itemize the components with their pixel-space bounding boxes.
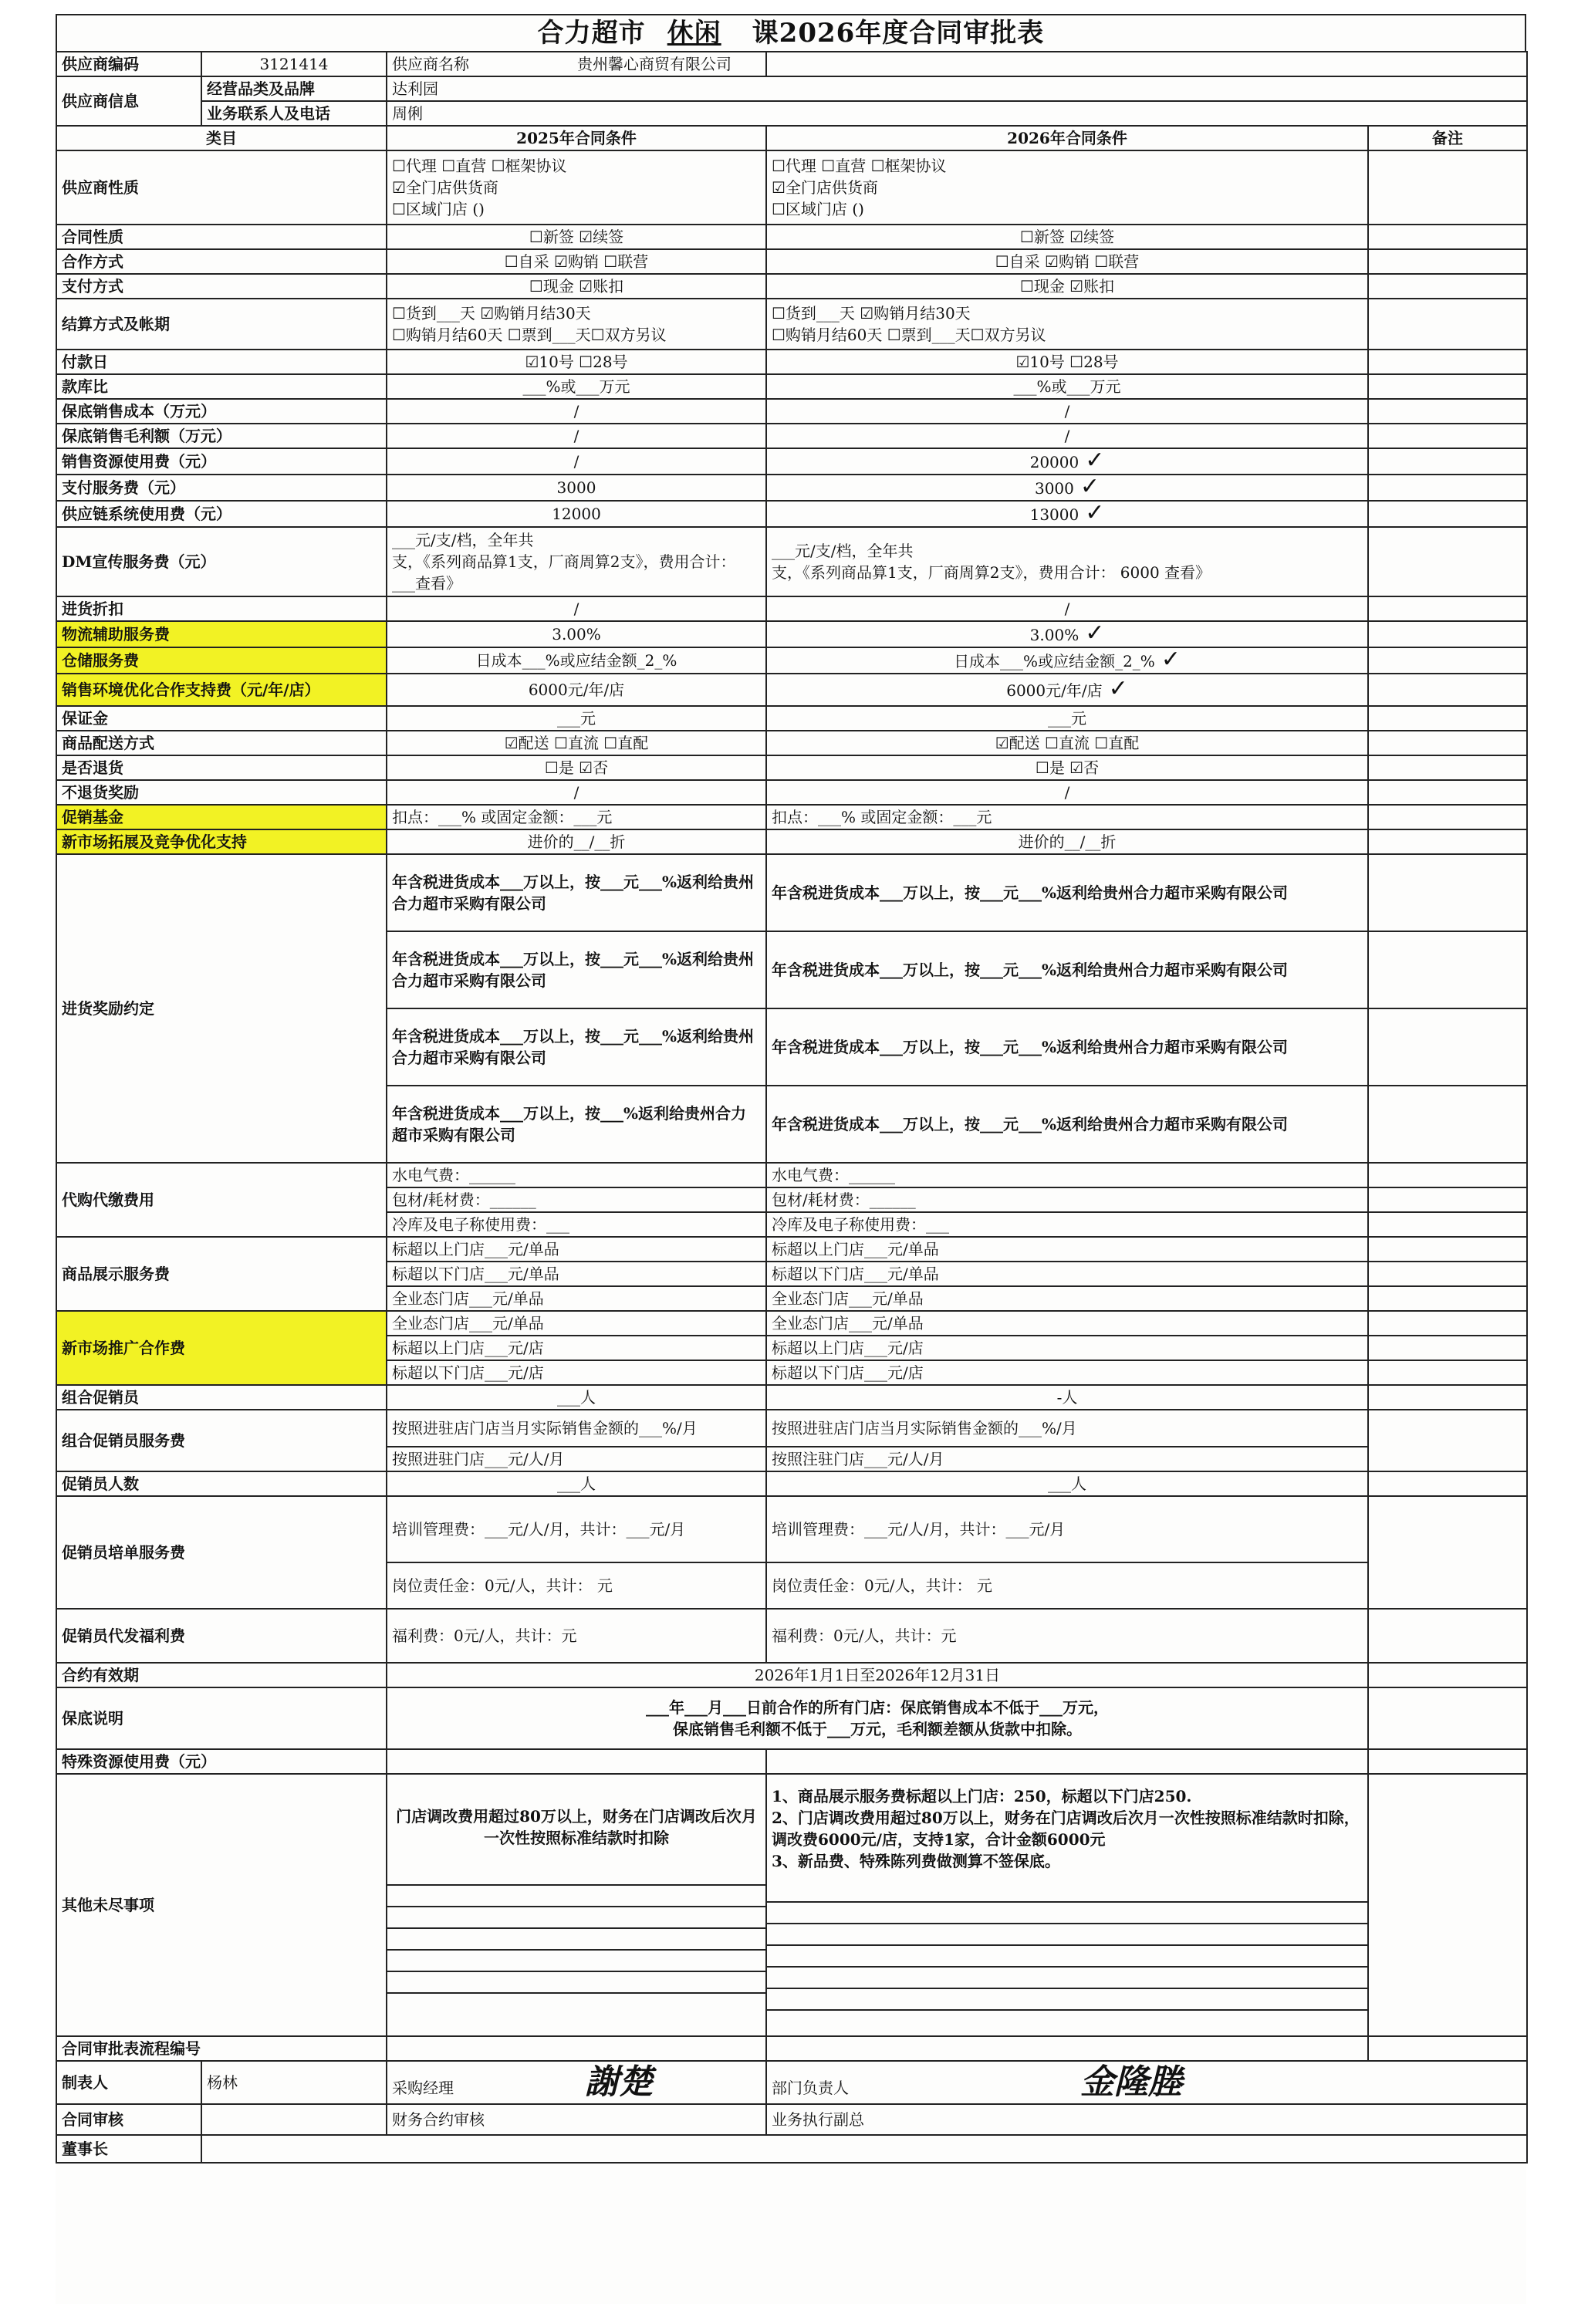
other-2026-line: 3、新品费、特殊陈列费做测算不签保底。 [772,1852,1060,1870]
row-label: 新市场拓展及竞争优化支持 [56,829,387,854]
chair-value [201,2135,1527,2163]
line: / [1064,427,1070,445]
row-label: 支付方式 [56,274,387,299]
agency-fee-2025: 冷库及电子称使用费：___ [387,1212,766,1237]
value-2025: 福利费：0元/人，共计：元 [387,1609,766,1663]
other-2026 [766,1774,1368,2036]
row-label: 促销基金 [56,805,387,829]
value-2026 [766,274,1368,299]
row-label: 保证金 [56,706,387,731]
agency-fee-2025: 包材/耗材费：______ [387,1187,766,1212]
value-2026 [766,249,1368,274]
supplier-name: 贵州馨心商贸有限公司 [577,55,731,73]
guarantee-label: 保底说明 [56,1687,387,1749]
line: ☑配送 ☐直流 ☐直配 [995,734,1140,752]
value-2026 [766,596,1368,621]
notes-cell [1368,1385,1527,1410]
blank-line [767,1903,1367,1924]
notes-cell [1368,596,1527,621]
line: / [573,402,579,421]
header-2025: 2025年合同条件 [387,126,766,150]
value-2025 [387,647,766,674]
line: / [1064,600,1070,618]
value-2025 [387,225,766,249]
value-2026 [766,780,1368,805]
rebate-2025: 年含税进货成本___万以上，按___元___%返利给贵州合力超市采购有限公司 [387,1008,766,1086]
validity-value: 2026年1月1日至2026年12月31日 [387,1663,1368,1687]
rebate-label: 进货奖励约定 [56,854,387,1163]
notes-cell [1368,1262,1527,1286]
line: ___元 [557,709,596,728]
line: ☐现金 ☑账扣 [529,277,624,296]
rebate-2025: 年含税进货成本___万以上，按___元___%返利给贵州合力超市采购有限公司 [387,931,766,1008]
notes-cell [1368,854,1527,931]
line: / [573,600,579,618]
rebate-2026: 年含税进货成本___万以上，按___元___%返利给贵州合力超市采购有限公司 [766,931,1368,1008]
notes-cell [1368,150,1527,225]
line: ☑配送 ☐直流 ☐直配 [504,734,649,752]
line: ☐区域门店 () [392,200,485,218]
value-2025 [387,424,766,448]
notes-cell [1368,448,1527,475]
notes-cell [1368,1212,1527,1237]
check-mark-icon: ✓ [1085,501,1105,526]
special-2026 [766,1749,1368,1774]
row-label: 款库比 [56,374,387,399]
approval-form [56,14,1526,2304]
row-label: 支付服务费（元） [56,475,387,501]
notes-cell [1368,621,1527,647]
notes-cell [1368,475,1527,501]
line: ☑10号 ☐28号 [525,353,628,371]
validity-label: 合约有效期 [56,1663,387,1687]
display-fee-2025: 标超以下门店___元/单品 [387,1262,766,1286]
value-2026 [766,829,1368,854]
training-2025b: 岗位责任金：0元/人，共计： 元 [387,1562,766,1609]
special-2025 [387,1749,766,1774]
row-label: 物流辅助服务费 [56,621,387,647]
line: / [1064,783,1070,802]
value-2025 [387,475,766,501]
value-2026 [766,706,1368,731]
blank-line [387,1907,765,1929]
guarantee-value [387,1687,1368,1749]
line: ☐货到___天 ☑购销月结30天 [392,304,591,323]
notes-cell [1368,249,1527,274]
line: ___元/支/档，全年共 [772,542,914,560]
line: 日成本___%或应结金额_2_% [475,651,677,670]
line: ☐购销月结60天 ☐票到___天☐双方另议 [392,326,667,344]
line: / [573,452,579,471]
line: 进价的__/__折 [1018,833,1117,851]
blank-line [767,1968,1367,1989]
guarantee-line-1: ___年___月___日前合作的所有门店：保底销售成本不低于___万元， [646,1698,1109,1717]
row-label: 结算方式及帐期 [56,299,387,350]
line: ☐是 ☑否 [1035,758,1100,777]
supplier-name-blank [766,52,1527,76]
promo-market-fee-2025: 全业态门店___元/单品 [387,1311,766,1336]
blank-line [767,1924,1367,1946]
line: 支，《系列商品算1支，厂商周算2支》，费用合计： 6000 查看》 [772,563,1211,582]
display-fee-2026: 标超以下门店___元/单品 [766,1262,1368,1286]
supplier-code: 3121414 [201,52,387,76]
notes-cell [1368,1749,1527,1774]
display-fee-2026: 标超以上门店___元/单品 [766,1237,1368,1262]
line: ☐代理 ☐直营 ☐框架协议 [392,157,567,175]
notes-cell [1368,731,1527,755]
notes-cell [1368,350,1527,374]
value-2026 [766,527,1368,596]
combo-fee-label: 组合促销员服务费 [56,1410,387,1471]
dept-signature: 金隆塍 [1080,2062,1182,2102]
blank-line [387,1886,765,1907]
notes-cell [1368,1237,1527,1262]
promo-market-fee-2026: 标超以上门店___元/店 [766,1336,1368,1360]
value-2026: ___人 [766,1471,1368,1496]
blank-line [767,1881,1367,1903]
value-2025: ___人 [387,1471,766,1496]
line: ☐新签 ☑续签 [1019,228,1115,246]
blank-line [767,1946,1367,1968]
row-label: 合作方式 [56,249,387,274]
category-label: 经营品类及品牌 [201,76,387,101]
line: ☐是 ☑否 [544,758,609,777]
value-2026 [766,621,1368,647]
notes-cell [1368,1336,1527,1360]
check-mark-icon: ✓ [1080,475,1100,500]
title-suffix: 课2026年度合同审批表 [752,18,1045,49]
row-label: 销售资源使用费（元） [56,448,387,475]
review-label: 合同审核 [56,2104,201,2135]
value-2025 [387,621,766,647]
line: ☐自采 ☑购销 ☐联营 [504,252,649,271]
notes-cell [1368,780,1527,805]
blank-line [387,1972,765,1994]
line: ___%或___万元 [1013,377,1121,396]
line: 13000 ✓ [1029,501,1105,526]
line: ___%或___万元 [522,377,630,396]
other-label: 其他未尽事项 [56,1774,387,2036]
promo-market-fee-2026: 全业态门店___元/单品 [766,1311,1368,1336]
notes-cell [1368,1663,1527,1687]
value-2026 [766,805,1368,829]
display-fee-label: 商品展示服务费 [56,1237,387,1311]
combo-fee-2025b: 按照进驻门店___元/人/月 [387,1447,766,1471]
row-label: 商品配送方式 [56,731,387,755]
special-label: 特殊资源使用费（元） [56,1749,387,1774]
rebate-2025: 年含税进货成本___万以上，按___元___%返利给贵州合力超市采购有限公司 [387,854,766,931]
rebate-2026: 年含税进货成本___万以上，按___元___%返利给贵州合力超市采购有限公司 [766,854,1368,931]
flow-value [387,2036,766,2061]
value-2025 [387,674,766,706]
value-2025 [387,399,766,424]
notes-cell [1368,501,1527,527]
supplier-name-label [387,52,766,76]
combo-fee-2026b: 按照注驻门店___元/人/月 [766,1447,1368,1471]
notes-cell [1368,1008,1527,1086]
notes-cell [1368,805,1527,829]
title-dept: 休闲 [667,18,721,49]
value-2025 [387,350,766,374]
header-category: 类目 [56,126,387,150]
display-fee-2025: 全业态门店___元/单品 [387,1286,766,1311]
training-2026a: 培训管理费：___元/人/月，共计：___元/月 [766,1496,1368,1562]
buyer-cell [387,2061,766,2104]
notes-cell [1368,274,1527,299]
line: 12000 [552,505,601,523]
rebate-2026: 年含税进货成本___万以上，按___元___%返利给贵州合力超市采购有限公司 [766,1086,1368,1163]
agency-fee-2026: 水电气费：______ [766,1163,1368,1187]
value-2025 [387,596,766,621]
rebate-2025: 年含税进货成本___万以上，按___%返利给贵州合力超市采购有限公司 [387,1086,766,1163]
notes-cell [1368,931,1527,1008]
line: ___元/支/档，全年共 [392,531,534,549]
notes-cell [1368,424,1527,448]
row-label: DM宣传服务费（元） [56,527,387,596]
row-label: 促销员代发福利费 [56,1609,387,1663]
supplier-info-label: 供应商信息 [56,76,201,126]
line: ☑全门店供货商 [772,178,878,197]
line: ☐现金 ☑账扣 [1019,277,1115,296]
training-2025a: 培训管理费：___元/人/月，共计：___元/月 [387,1496,766,1562]
category-value: 达利园 [387,76,1527,101]
notes-cell [1368,755,1527,780]
maker-value: 杨林 [201,2061,387,2104]
chair-label: 董事长 [56,2135,201,2163]
notes-cell [1368,1471,1527,1496]
line: ☐购销月结60天 ☐票到___天☐双方另议 [772,326,1046,344]
line: 进价的__/__折 [527,833,626,851]
value-2025 [387,374,766,399]
notes-cell [1368,1410,1527,1471]
line: / [1064,402,1070,421]
value-2025 [387,299,766,350]
blank-line [767,1989,1367,2011]
promo-market-fee-2025: 标超以上门店___元/店 [387,1336,766,1360]
other-2025-text: 门店调改费用超过80万以上，财务在门店调改后次月一次性按照标准结款时扣除 [396,1807,757,1847]
row-label: 合同性质 [56,225,387,249]
value-2025 [387,501,766,527]
check-mark-icon: ✓ [1085,448,1105,474]
check-mark-icon: ✓ [1085,621,1105,647]
value-2026: 福利费：0元/人，共计：元 [766,1609,1368,1663]
value-2026 [766,674,1368,706]
notes-cell [1368,1086,1527,1163]
check-mark-icon: ✓ [1108,675,1128,702]
row-label: 供应商性质 [56,150,387,225]
dept-label: 部门负责人 [772,2079,849,2097]
notes-cell [1368,1311,1527,1336]
notes-cell [1368,706,1527,731]
other-2026-line: 2、门店调改费用超过80万以上，财务在门店调改后次月一次性按照标准结款时扣除，调改费6000元/店，支持1家，合计金额6000元 [772,1809,1360,1849]
title-store: 合力超市 [537,18,646,49]
agency-fee-2025: 水电气费：______ [387,1163,766,1187]
value-2026: -人 [766,1385,1368,1410]
line: / [573,783,579,802]
line: 3000 ✓ [1034,475,1100,500]
agency-fee-label: 代购代缴费用 [56,1163,387,1237]
other-2025 [387,1774,766,2036]
value-2025 [387,780,766,805]
value-2025 [387,448,766,475]
value-2026 [766,424,1368,448]
line: 3000 [556,478,596,497]
line: ☐代理 ☐直营 ☐框架协议 [772,157,947,175]
agency-fee-2026: 冷库及电子称使用费：___ [766,1212,1368,1237]
value-2026 [766,374,1368,399]
row-label: 是否退货 [56,755,387,780]
notes-cell [1368,527,1527,596]
promo-market-fee-2026: 标超以下门店___元/店 [766,1360,1368,1385]
training-2026b: 岗位责任金：0元/人，共计： 元 [766,1562,1368,1609]
value-2025 [387,527,766,596]
notes-cell [1368,374,1527,399]
value-2026 [766,448,1368,475]
promo-market-fee-2025: 标超以下门店___元/店 [387,1360,766,1385]
value-2025 [387,274,766,299]
row-label: 保底销售成本（万元） [56,399,387,424]
notes-cell [1368,399,1527,424]
row-label: 促销员人数 [56,1471,387,1496]
notes-cell [1368,1286,1527,1311]
value-2025 [387,731,766,755]
value-2026 [766,647,1368,674]
header-2026: 2026年合同条件 [766,126,1368,150]
row-label: 仓储服务费 [56,647,387,674]
line: 3.00% ✓ [1029,621,1105,647]
notes-cell [1368,225,1527,249]
blank-line [387,1864,765,1886]
finance-label: 财务合约审核 [387,2104,766,2135]
line: ___元 [1048,709,1086,728]
value-2026 [766,299,1368,350]
line: 扣点：___% 或固定金额：___元 [392,808,613,826]
rebate-2026: 年含税进货成本___万以上，按___元___%返利给贵州合力超市采购有限公司 [766,1008,1368,1086]
notes-cell [1368,829,1527,854]
notes-cell [1368,1163,1527,1187]
other-2026-line: 1、商品展示服务费标超以上门店：250，标超以下门店250. [772,1787,1192,1805]
value-2025: ___人 [387,1385,766,1410]
dept-cell [766,2061,1527,2104]
value-2026 [766,755,1368,780]
form-table [56,51,1528,2164]
row-label: 组合促销员 [56,1385,387,1410]
line: ☐货到___天 ☑购销月结30天 [772,304,971,323]
notes-cell [1368,674,1527,706]
notes-cell [1368,1360,1527,1385]
line: 3.00% [552,625,601,643]
notes-cell [1368,1687,1527,1749]
guarantee-line-2: 保底销售毛利额不低于___万元，毛利额差额从货款中扣除。 [673,1720,1082,1738]
value-2025 [387,829,766,854]
notes-cell [1368,1609,1527,1663]
line: 日成本___%或应结金额_2_% ✓ [954,647,1181,673]
row-label: 销售环境优化合作支持费（元/年/店） [56,674,387,706]
value-2026 [766,350,1368,374]
line: / [573,427,579,445]
value-2025 [387,805,766,829]
line: 6000元/年/店 [528,681,625,699]
header-notes: 备注 [1368,126,1527,150]
line: 扣点：___% 或固定金额：___元 [772,808,992,826]
form-title [56,14,1526,51]
supplier-code-label: 供应商编码 [56,52,201,76]
row-label: 付款日 [56,350,387,374]
contact-value: 周俐 [387,101,1527,126]
blank-line [387,1951,765,1972]
contact-label: 业务联系人及电话 [201,101,387,126]
display-fee-2026: 全业态门店___元/单品 [766,1286,1368,1311]
row-label: 供应链系统使用费（元） [56,501,387,527]
line: ☑10号 ☐28号 [1015,353,1119,371]
line: ☐新签 ☑续签 [529,228,624,246]
training-label: 促销员培单服务费 [56,1496,387,1609]
flow-label: 合同审批表流程编号 [56,2036,387,2061]
row-label: 保底销售毛利额（万元） [56,424,387,448]
value-2025 [387,150,766,225]
value-2026 [766,150,1368,225]
row-label: 进货折扣 [56,596,387,621]
line: ☐自采 ☑购销 ☐联营 [995,252,1140,271]
row-label: 不退货奖励 [56,780,387,805]
value-2026 [766,475,1368,501]
value-2025 [387,755,766,780]
check-mark-icon: ✓ [1161,647,1181,673]
notes-cell [1368,1774,1527,2036]
notes-cell [1368,299,1527,350]
blank-line [387,1929,765,1951]
maker-label: 制表人 [56,2061,201,2104]
combo-fee-2026a: 按照进驻店门店当月实际销售金额的___%/月 [766,1410,1368,1447]
line: 支，《系列商品算1支，厂商周算2支》，费用合计： [392,552,736,571]
line: 20000 ✓ [1029,448,1105,474]
notes-cell [1368,1496,1527,1609]
notes-cell [1368,1187,1527,1212]
value-2026 [766,399,1368,424]
value-2025 [387,249,766,274]
value-2026 [766,225,1368,249]
review-value [201,2104,387,2135]
flow-blank [766,2036,1368,2061]
exec-label: 业务执行副总 [766,2104,1527,2135]
line: 6000元/年/店 ✓ [1006,675,1128,702]
buyer-signature: 謝楚 [585,2062,653,2102]
supplier-name-label-text: 供应商名称 [392,55,469,73]
display-fee-2025: 标超以上门店___元/单品 [387,1237,766,1262]
promo-market-fee-label: 新市场推广合作费 [56,1311,387,1385]
value-2026 [766,501,1368,527]
combo-fee-2025a: 按照进驻店门店当月实际销售金额的___%/月 [387,1410,766,1447]
line: ☑全门店供货商 [392,178,498,197]
value-2026 [766,731,1368,755]
agency-fee-2026: 包材/耗材费：______ [766,1187,1368,1212]
buyer-label: 采购经理 [392,2079,454,2097]
notes-cell [1368,647,1527,674]
notes-cell [1368,2036,1527,2061]
line: ___查看》 [392,574,461,593]
value-2025 [387,706,766,731]
line: ☐区域门店 () [772,200,864,218]
